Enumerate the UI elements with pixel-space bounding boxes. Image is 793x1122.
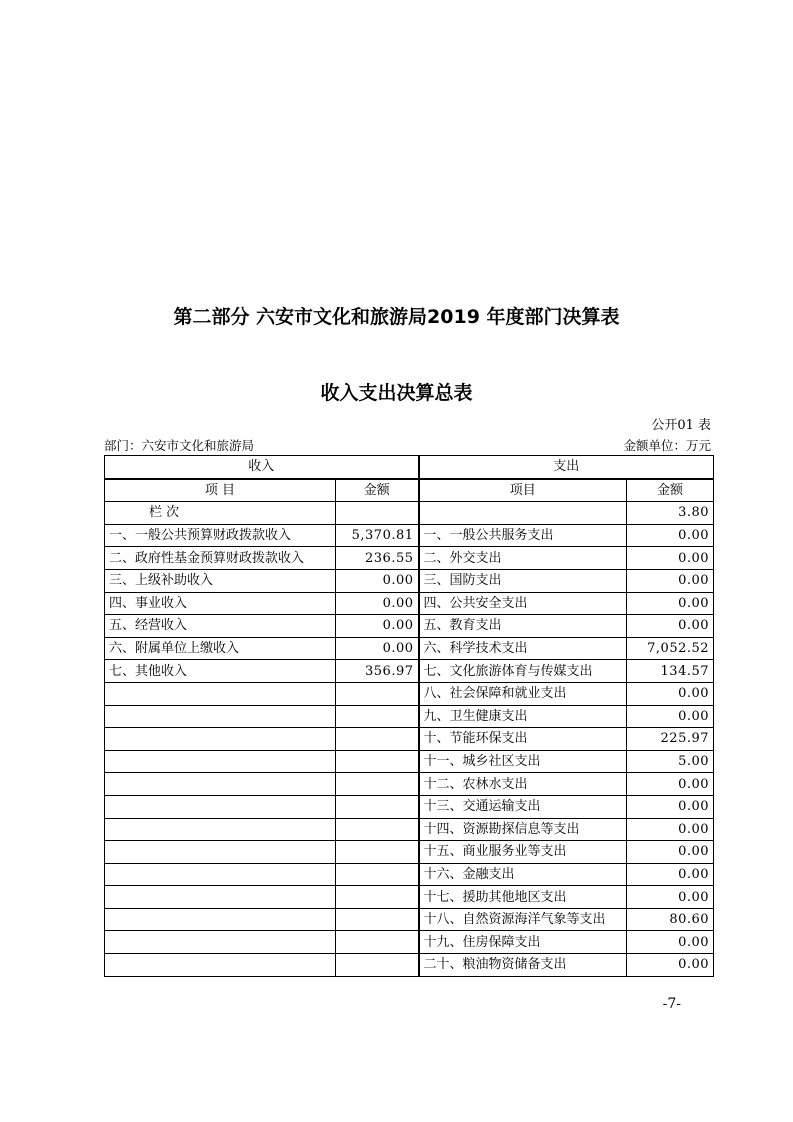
table-row: [105, 954, 714, 977]
table-row: [105, 615, 714, 638]
income-amount: [336, 863, 419, 886]
table-row: [105, 637, 714, 660]
income-amount: 0.00: [336, 592, 419, 615]
table-row: [105, 863, 714, 886]
table-row: [105, 795, 714, 818]
income-item: 二、政府性基金预算财政拨款收入: [105, 547, 336, 570]
expense-amount: 0.00: [627, 818, 714, 841]
expense-amount: 0.00: [627, 547, 714, 570]
expense-amount: 0.00: [627, 931, 714, 954]
table-header-row: [105, 456, 714, 479]
expense-item: 十一、城乡社区支出: [419, 750, 627, 773]
expense-item: 七、文化旅游体育与传媒支出: [419, 660, 627, 683]
expense-item: 八、社会保障和就业支出: [419, 682, 627, 705]
income-amount: [336, 954, 419, 977]
expense-amount: 7,052.52: [627, 637, 714, 660]
income-amount: 5,370.81: [336, 524, 419, 547]
expense-amount-header: 金额: [627, 479, 714, 502]
expense-item: 十、节能环保支出: [419, 728, 627, 751]
income-amount: [336, 705, 419, 728]
lanci-label: 栏 次: [105, 502, 336, 525]
income-amount: 0.00: [336, 615, 419, 638]
expense-amount: 0.00: [627, 682, 714, 705]
income-item: [105, 705, 336, 728]
expense-amount: 0.00: [627, 886, 714, 909]
expense-amount: 134.57: [627, 660, 714, 683]
table-row: [105, 524, 714, 547]
table-row: [105, 682, 714, 705]
income-amount: [336, 908, 419, 931]
income-amount-header: 金额: [336, 479, 419, 502]
income-item: [105, 908, 336, 931]
expense-item: 四、公共安全支出: [419, 592, 627, 615]
department-label: 部门：六安市文化和旅游局: [104, 438, 255, 453]
expense-item: 十八、自然资源海洋气象等支出: [419, 908, 627, 931]
table-row: [105, 773, 714, 796]
income-amount: [336, 750, 419, 773]
expense-item: 五、教育支出: [419, 615, 627, 638]
income-item: [105, 863, 336, 886]
expense-item: 三、国防支出: [419, 569, 627, 592]
income-item: [105, 795, 336, 818]
expense-item: 二、外交支出: [419, 547, 627, 570]
income-header: 收入: [105, 456, 419, 479]
lanci-value: 3.80: [627, 502, 714, 525]
expense-amount: 5.00: [627, 750, 714, 773]
income-item-header: 项 目: [105, 479, 336, 502]
table-row: [105, 818, 714, 841]
table-row: [105, 908, 714, 931]
expense-header: 支出: [419, 456, 714, 479]
expense-item: 六、科学技术支出: [419, 637, 627, 660]
income-amount: 0.00: [336, 637, 419, 660]
income-amount: [336, 886, 419, 909]
expense-item: 十七、援助其他地区支出: [419, 886, 627, 909]
income-item: 四、事业收入: [105, 592, 336, 615]
expense-amount: 225.97: [627, 728, 714, 751]
expense-amount: 0.00: [627, 954, 714, 977]
income-item: 六、附属单位上缴收入: [105, 637, 336, 660]
expense-amount: 0.00: [627, 841, 714, 864]
income-item: [105, 931, 336, 954]
income-amount: [336, 841, 419, 864]
expense-amount: 0.00: [627, 615, 714, 638]
budget-summary-table: [104, 455, 714, 977]
amount-unit-label: 金额单位：万元: [623, 438, 711, 453]
expense-item: 一、一般公共服务支出: [419, 524, 627, 547]
expense-amount: 80.60: [627, 908, 714, 931]
table-title: 收入支出决算总表: [320, 382, 473, 404]
expense-amount: 0.00: [627, 705, 714, 728]
table-subheader-row: [105, 479, 714, 502]
table-row: [105, 705, 714, 728]
table-row: [105, 547, 714, 570]
expense-item: 十二、农林水支出: [419, 773, 627, 796]
income-amount: [336, 818, 419, 841]
income-amount: [336, 931, 419, 954]
income-item: [105, 750, 336, 773]
income-amount: [336, 795, 419, 818]
income-item: [105, 841, 336, 864]
expense-amount: 0.00: [627, 569, 714, 592]
expense-item: 二十、粮油物资储备支出: [419, 954, 627, 977]
income-item: [105, 728, 336, 751]
part-title: 第二部分 六安市文化和旅游局2019 年度部门决算表: [173, 306, 620, 328]
expense-amount: 0.00: [627, 773, 714, 796]
expense-item-header: 项目: [419, 479, 627, 502]
income-amount: [336, 728, 419, 751]
table-row: [105, 750, 714, 773]
expense-item: 十九、住房保障支出: [419, 931, 627, 954]
income-item: 五、经营收入: [105, 615, 336, 638]
expense-item: 十五、商业服务业等支出: [419, 841, 627, 864]
expense-item: 十六、金融支出: [419, 863, 627, 886]
table-row: [105, 728, 714, 751]
lanci-row: [105, 502, 714, 525]
table-row: [105, 660, 714, 683]
page-number: -7-: [662, 996, 681, 1012]
table-row: [105, 569, 714, 592]
income-item: [105, 818, 336, 841]
income-amount: 356.97: [336, 660, 419, 683]
income-item: [105, 954, 336, 977]
expense-amount: 0.00: [627, 592, 714, 615]
expense-item: 十三、交通运输支出: [419, 795, 627, 818]
income-amount: 236.55: [336, 547, 419, 570]
form-id: 公开01 表: [651, 418, 711, 433]
income-item: 一、一般公共预算财政拨款收入: [105, 524, 336, 547]
table-row: [105, 931, 714, 954]
income-item: [105, 682, 336, 705]
expense-amount: 0.00: [627, 795, 714, 818]
income-amount: 0.00: [336, 569, 419, 592]
table-row: [105, 886, 714, 909]
income-item: 七、其他收入: [105, 660, 336, 683]
income-amount: [336, 682, 419, 705]
income-item: [105, 773, 336, 796]
expense-amount: 0.00: [627, 863, 714, 886]
table-row: [105, 841, 714, 864]
income-amount: [336, 773, 419, 796]
expense-amount: 0.00: [627, 524, 714, 547]
income-item: [105, 886, 336, 909]
expense-item: 九、卫生健康支出: [419, 705, 627, 728]
expense-item: 十四、资源勘探信息等支出: [419, 818, 627, 841]
table-row: [105, 592, 714, 615]
income-item: 三、上级补助收入: [105, 569, 336, 592]
